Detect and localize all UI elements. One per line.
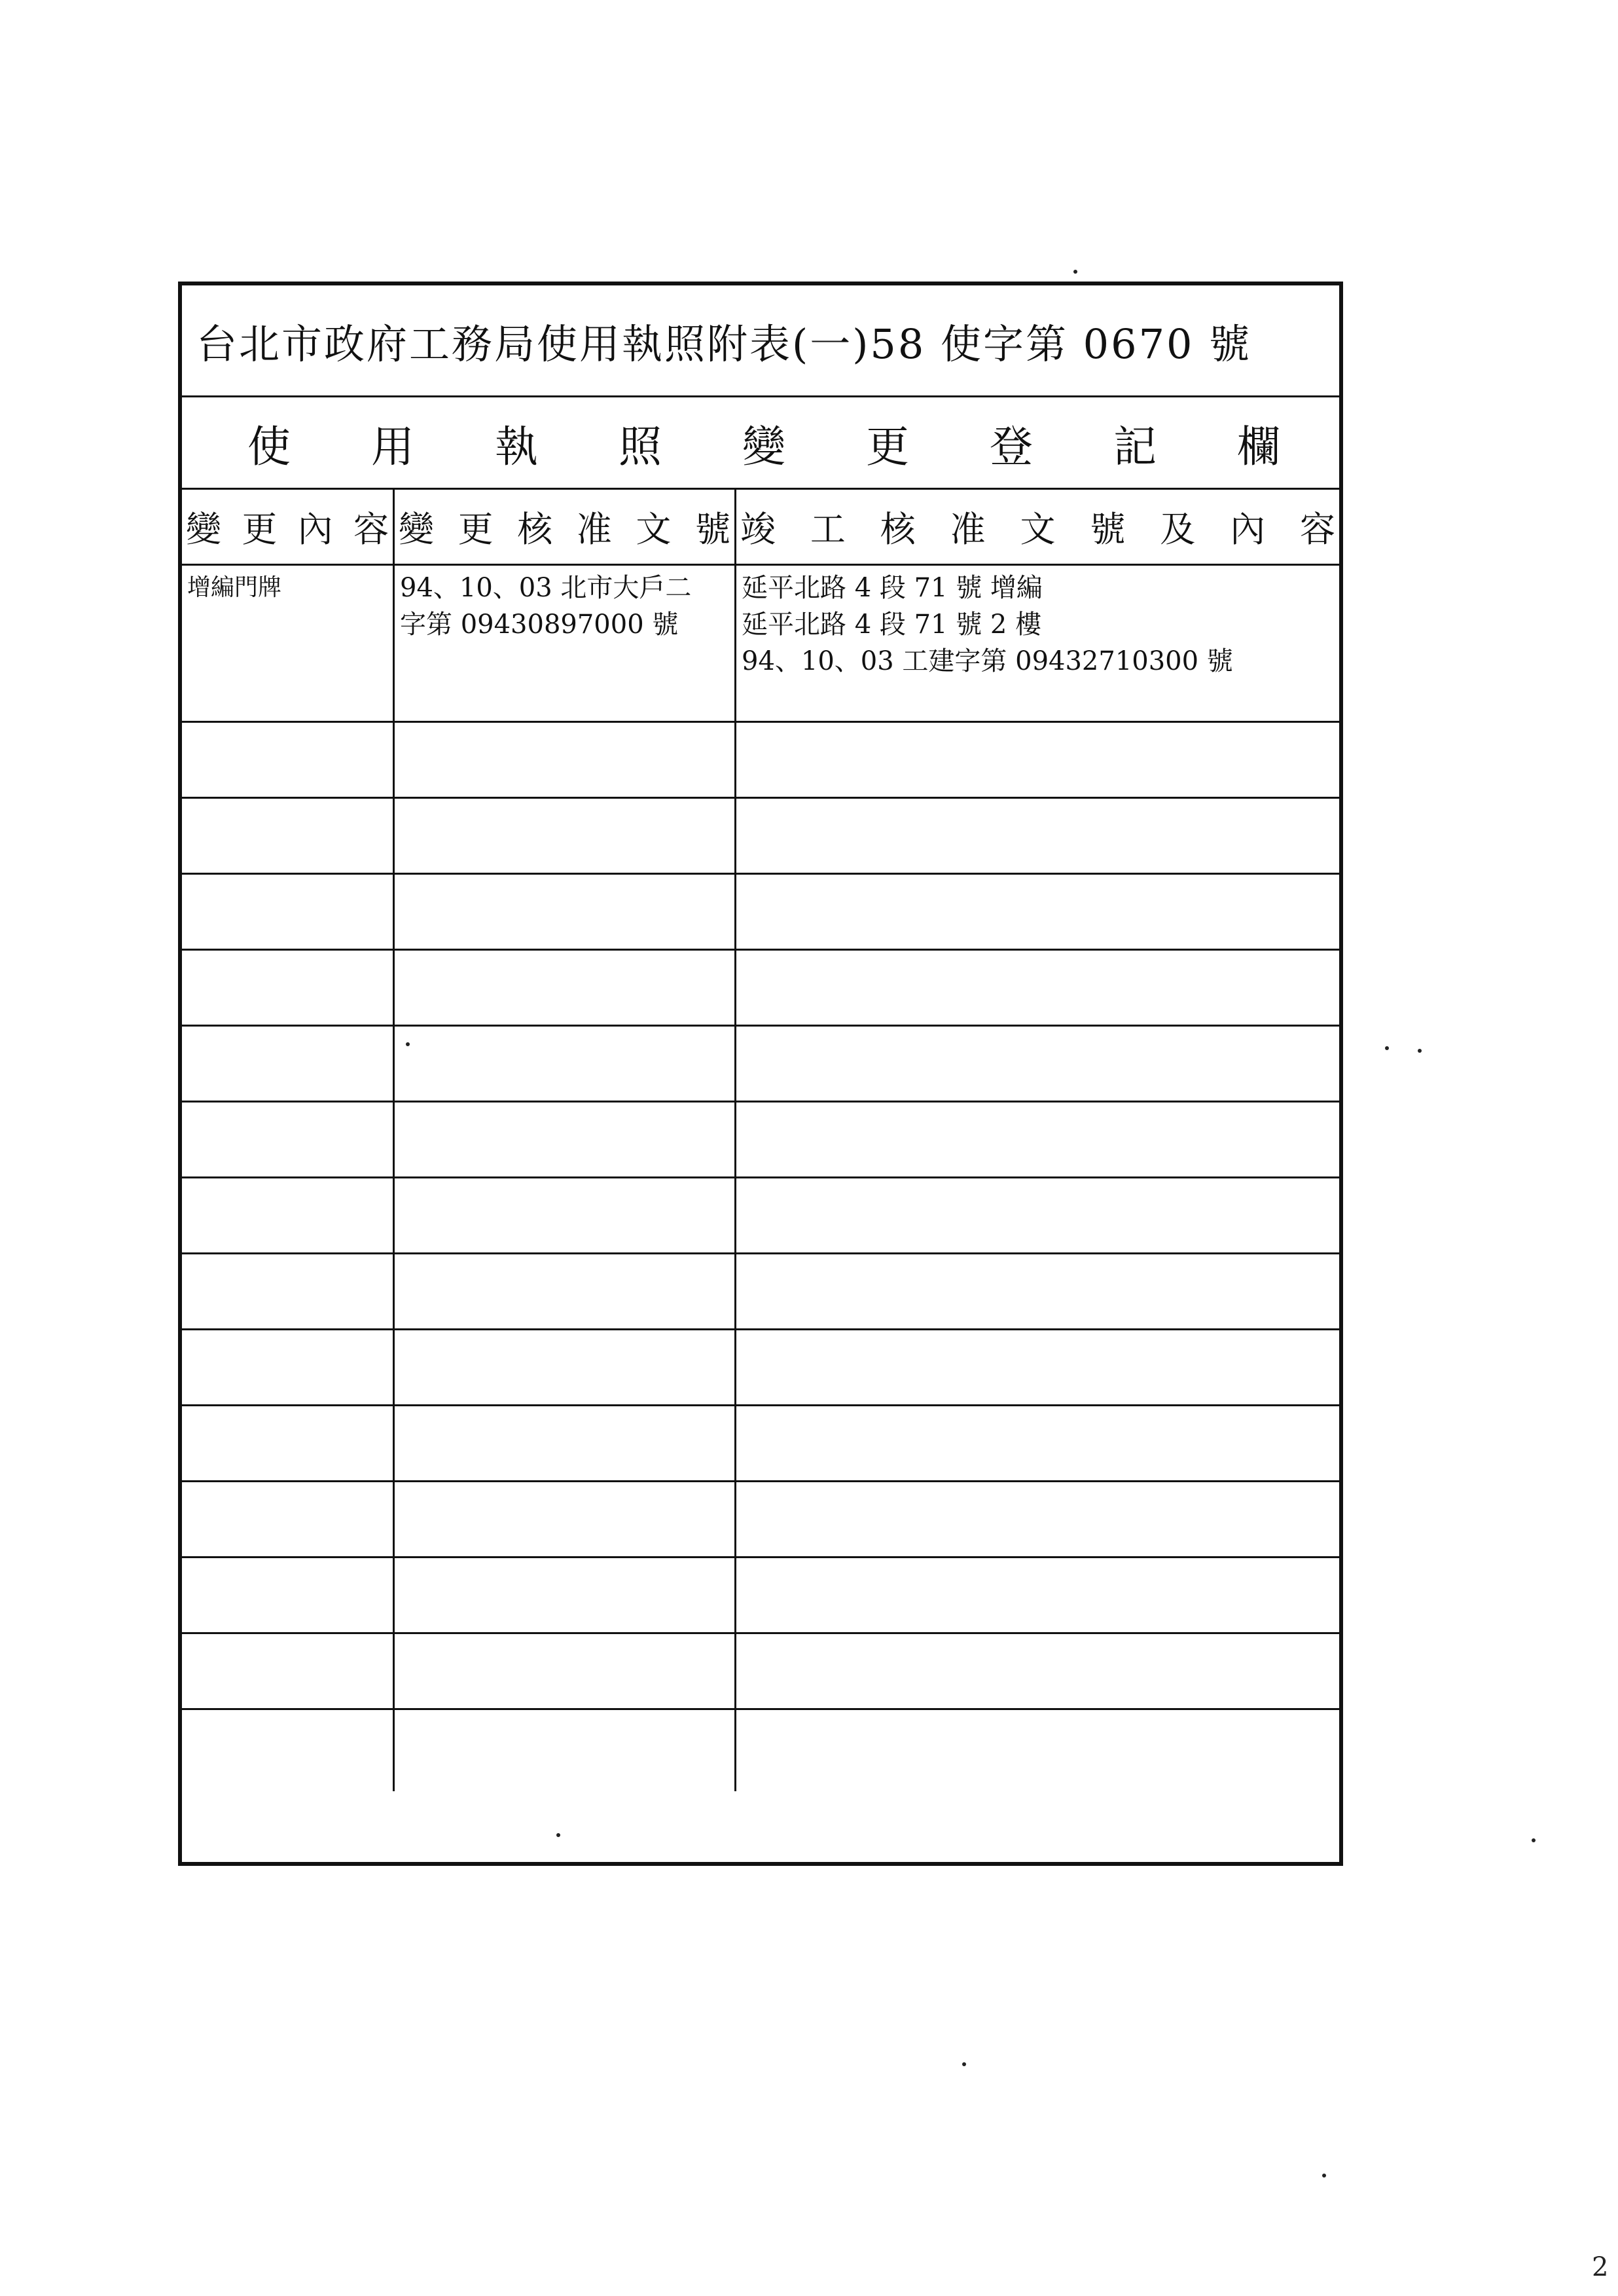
table-header	[182, 490, 1339, 566]
form-subtitle	[182, 397, 1339, 490]
table-row	[182, 1330, 1339, 1406]
scan-speck	[1322, 2174, 1326, 2178]
scan-speck	[962, 2062, 966, 2066]
form-title: 台北市政府工務局使用執照附表(一)58 使字第 0670 號	[182, 285, 1339, 397]
table-row	[182, 875, 1339, 951]
table-row	[182, 1178, 1339, 1254]
subtitle-char: 登	[990, 421, 1033, 472]
table-row	[182, 1027, 1339, 1102]
table-row	[182, 1406, 1339, 1482]
table-row	[182, 1710, 1339, 1791]
table-row	[182, 1482, 1339, 1558]
table-row	[182, 723, 1339, 799]
column-header-approval-number: 變 更 核 准 文 號	[395, 490, 736, 564]
subtitle-char: 用	[371, 421, 414, 472]
subtitle-char: 欄	[1237, 421, 1280, 472]
change-content-cell: 增編門牌	[182, 566, 395, 721]
page-mark: 2	[1592, 2252, 1609, 2282]
approval-number-cell: 94、10、03 北市大戶二 字第 09430897000 號	[395, 566, 736, 721]
scan-speck	[1418, 1049, 1422, 1053]
subtitle-char: 執	[495, 421, 538, 472]
scan-speck	[1073, 270, 1077, 274]
table-row	[182, 1102, 1339, 1178]
table-row	[182, 1558, 1339, 1634]
subtitle-char: 照	[619, 421, 662, 472]
table-row	[182, 1254, 1339, 1330]
table-row	[182, 799, 1339, 875]
scan-speck	[1385, 1046, 1389, 1050]
table-row	[182, 951, 1339, 1027]
scan-speck	[556, 1833, 560, 1837]
change-register-form	[178, 282, 1343, 1866]
column-header-completion-content: 竣 工 核 准 文 號 及 內 容	[740, 509, 1335, 550]
table-row	[182, 1634, 1339, 1710]
subtitle-char: 使	[247, 421, 291, 472]
table-row	[182, 566, 1339, 723]
completion-content-cell: 延平北路 4 段 71 號 增編 延平北路 4 段 71 號 2 樓 94、10、03 工建字第 09432710300 號	[742, 573, 1233, 676]
column-header-change-content: 變 更 內 容	[182, 490, 395, 564]
scan-speck	[1532, 1838, 1536, 1842]
scan-speck	[406, 1042, 410, 1046]
subtitle-char: 更	[866, 421, 909, 472]
subtitle-char: 記	[1113, 421, 1157, 472]
subtitle-char: 變	[742, 421, 785, 472]
